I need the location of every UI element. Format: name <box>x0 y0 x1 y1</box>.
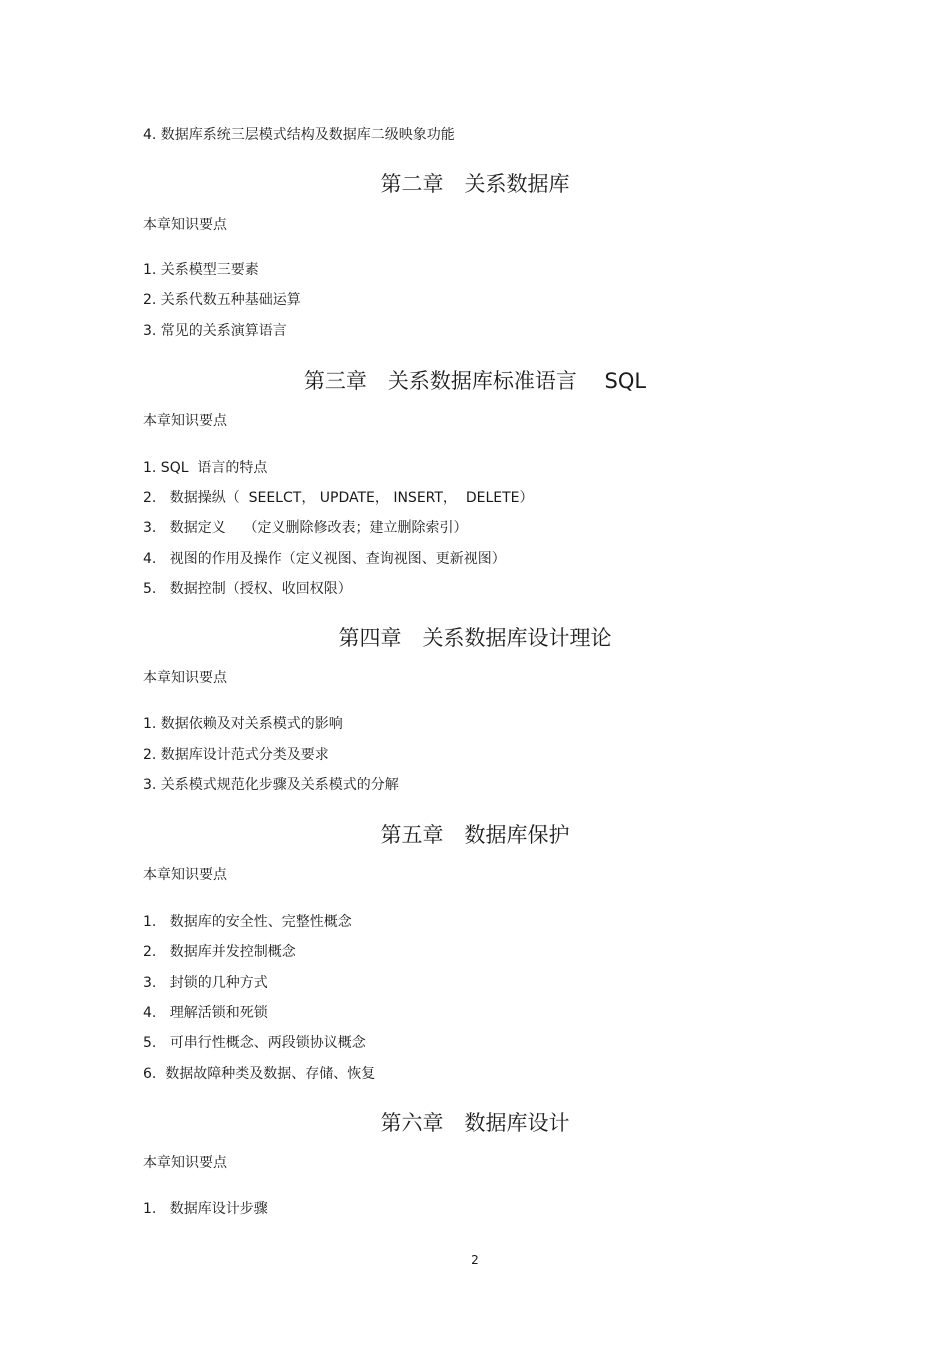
chapter-4-title: 第四章 关系数据库设计理论 <box>338 626 612 650</box>
chapter-3-subtitle: 本章知识要点 <box>143 413 227 429</box>
chapter-4-item-2: 2. 数据库设计范式分类及要求 <box>143 747 329 763</box>
chapter-3-title: 第三章 关系数据库标准语言 SQL <box>303 369 647 393</box>
chapter-3-item-1: 1. SQL 语言的特点 <box>143 460 268 476</box>
chapter-3-item-2: 2. 数据操纵（ SEELCT， UPDATE， INSERT， DELETE） <box>143 490 534 506</box>
chapter-5-item-5: 5. 可串行性概念、两段锁协议概念 <box>143 1035 366 1051</box>
chapter-5-subtitle: 本章知识要点 <box>143 867 227 883</box>
chapter-6-subtitle: 本章知识要点 <box>143 1155 227 1171</box>
chapter-4-item-1: 1. 数据依赖及对关系模式的影响 <box>143 716 343 732</box>
chapter-5-item-4: 4. 理解活锁和死锁 <box>143 1005 268 1021</box>
chapter-6-item-1: 1. 数据库设计步骤 <box>143 1201 268 1217</box>
chapter-2-item-2: 2. 关系代数五种基础运算 <box>143 292 301 308</box>
chapter-6-title: 第六章 数据库设计 <box>380 1111 570 1135</box>
chapter-2-item-3: 3. 常见的关系演算语言 <box>143 323 287 339</box>
chapter-5-item-3: 3. 封锁的几种方式 <box>143 975 268 991</box>
chapter-2-title: 第二章 关系数据库 <box>380 172 570 196</box>
chapter-2-item-1: 1. 关系模型三要素 <box>143 262 259 278</box>
chapter-4-item-3: 3. 关系模式规范化步骤及关系模式的分解 <box>143 777 399 793</box>
page-number: 2 <box>471 1253 479 1267</box>
chapter-2-subtitle: 本章知识要点 <box>143 217 227 233</box>
chapter-5-item-2: 2. 数据库并发控制概念 <box>143 944 296 960</box>
chapter-5-item-6: 6. 数据故障种类及数据、存储、恢复 <box>143 1066 376 1082</box>
chapter-3-item-3: 3. 数据定义 （定义删除修改表；建立删除索引） <box>143 520 468 536</box>
chapter-3-item-4: 4. 视图的作用及操作（定义视图、查询视图、更新视图） <box>143 551 506 567</box>
chapter-5-title: 第五章 数据库保护 <box>380 823 570 847</box>
intro-item: 4. 数据库系统三层模式结构及数据库二级映象功能 <box>143 127 455 143</box>
chapter-5-item-1: 1. 数据库的安全性、完整性概念 <box>143 914 352 930</box>
chapter-3-item-5: 5. 数据控制（授权、收回权限） <box>143 581 352 597</box>
chapter-4-subtitle: 本章知识要点 <box>143 670 227 686</box>
